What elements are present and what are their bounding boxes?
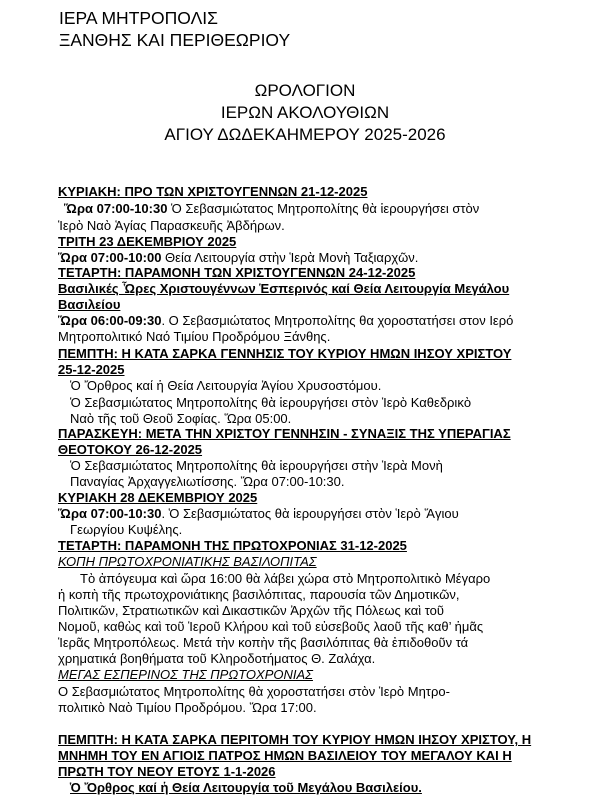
entry-text: Ο Σεβασμιώτατος Μητροπολίτης θὰ χοροστατήσει στὸν Ἱερὸ Μητρο- — [58, 684, 450, 699]
entry-heading: ΠΡΩΤΗ ΤΟΥ ΝΕΟΥ ΕΤΟΥΣ 1-1-2026 — [58, 764, 276, 779]
entry-line — [64, 200, 479, 217]
entry-text: . Ο Σεβασμιώτατος Μητροπολίτης θα χοροστατήσει στον Ιερό — [161, 313, 514, 328]
metropolis-name: ΙΕΡΑ ΜΗΤΡΟΠΟΛΙΣ — [59, 8, 218, 28]
entry-line — [58, 312, 513, 329]
entry-text: Θεία Λειτουργία στὴν Ἱερὰ Μονὴ Ταξιαρχῶν. — [161, 250, 419, 265]
entry-time: Ὥρα 07:00-10:00 — [58, 250, 162, 265]
entry-text: Ὁ Σεβασμιώτατος Μητροπολίτης θὰ ἱερουργήσει στὴν Ἱερὰ Μονὴ — [70, 458, 443, 473]
entry-heading: ΚΥΡΙΑΚΗ: ΠΡΟ ΤΩΝ ΧΡΙΣΤΟΥΓΕΝΝΩΝ 21-12-2025 — [58, 184, 368, 199]
entry-subheading: ΚΟΠΗ ΠΡΩΤΟΧΡΟΝΙΑΤΙΚΗΣ ΒΑΣΙΛΟΠΙΤΑΣ — [58, 554, 317, 569]
entry-line — [58, 505, 459, 522]
entry-time: Ὥρα 07:00-10:30 — [64, 201, 168, 216]
entry-heading: ΚΥΡΙΑΚΗ 28 ΔΕΚΕΜΒΡΙΟΥ 2025 — [58, 490, 258, 505]
entry-heading: 25-12-2025 — [58, 362, 125, 377]
entry-heading: ΠΑΡΑΣΚΕΥΗ: ΜΕΤΑ ΤΗΝ ΧΡΙΣΤΟΥ ΓΕΝΝΗΣΙΝ - ΣΥΝΑΞΙΣ ΤΗΣ ΥΠΕΡΑΓΙΑΣ — [58, 426, 511, 441]
entry-text: Ναὸ τῆς τοῦ Θεοῦ Σοφίας. Ὥρα 05:00. — [70, 411, 292, 426]
entry-heading: ΤΕΤΑΡΤΗ: ΠΑΡΑΜΟΝΗ ΤΩΝ ΧΡΙΣΤΟΥΓΕΝΝΩΝ 24-12-2025 — [58, 265, 416, 280]
doc-title-1: ΩΡΟΛΟΓΙΟΝ — [254, 81, 356, 100]
entry-text: ἡ κοπὴ τῆς πρωτοχρονιάτικης βασιλόπιτας, παρουσία τῶν Δημοτικῶν, — [58, 587, 460, 602]
doc-title-3: ΑΓΙΟΥ ΔΩΔΕΚΑΗΜΕΡΟΥ 2025-2026 — [164, 125, 446, 144]
entry-subheading: ΜΕΓΑΣ ΕΣΠΕΡΙΝΟΣ ΤΗΣ ΠΡΩΤΟΧΡΟΝΙΑΣ — [58, 667, 313, 682]
entry-text: Παναγίας Ἀρχαγγελιωτίσσης. Ὥρα 07:00-10:30. — [70, 474, 345, 489]
entry-time: Ὥρα 07:00-10:30 — [58, 506, 162, 521]
entry-heading: ΠΕΜΠΤΗ: Η ΚΑΤΑ ΣΑΡΚΑ ΓΕΝΝΗΣΙΣ ΤΟΥ ΚΥΡΙΟΥ ΗΜΩΝ ΙΗΣΟΥ ΧΡΙΣΤΟΥ — [58, 346, 512, 361]
entry-heading: ΘΕΟΤΟΚΟΥ 26-12-2025 — [58, 442, 203, 457]
entry-subheading: Βασιλικές Ὧρες Χριστουγέννων Ἑσπερινός καί Θεία Λειτουργία Μεγάλου — [58, 281, 510, 296]
metropolis-region: ΞΑΝΘΗΣ ΚΑΙ ΠΕΡΙΘΕΩΡΙΟΥ — [59, 30, 291, 50]
entry-text: Τὸ ἀπόγευμα καὶ ὥρα 16:00 θὰ λάβει χώρα στὸ Μητροπολιτικὸ Μέγαρο — [80, 571, 491, 586]
entry-text: Ὁ Ὄρθρος καί ἡ Θεία Λειτουργία Ἁγίου Χρυσοστόμου. — [70, 378, 382, 393]
entry-heading: ΤΕΤΑΡΤΗ: ΠΑΡΑΜΟΝΗ ΤΗΣ ΠΡΩΤΟΧΡΟΝΙΑΣ 31-12-2025 — [58, 538, 407, 553]
entry-text: Μητροπολιτικό Ναό Τιμίου Προδρόμου Ξάνθης. — [58, 329, 331, 344]
entry-text: πολιτικὸ Ναὸ Τιμίου Προδρόμου. Ὥρα 17:00. — [58, 700, 317, 715]
doc-title-2: ΙΕΡΩΝ ΑΚΟΛΟΥΘΙΩΝ — [220, 103, 390, 122]
entry-text: χρηματικά βοηθήματα τοῦ Κληροδοτήματος Θ. Ζαλάχα. — [58, 651, 376, 666]
entry-text: Ἱερὸ Ναὸ Ἁγίας Παρασκευῆς Ἀβδήρων. — [58, 218, 285, 233]
entry-text: Γεωργίου Κυψέλης. — [70, 522, 183, 537]
entry-heading: ΜΝΗΜΗ ΤΟΥ ΕΝ ΑΓΙΟΙΣ ΠΑΤΡΟΣ ΗΜΩΝ ΒΑΣΙΛΕΙΟΥ ΤΟΥ ΜΕΓΑΛΟΥ ΚΑΙ Η — [58, 748, 512, 763]
entry-text: . Ὁ Σεβασμιώτατος θὰ ἱερουργήσει στὸν Ἱερὸ Ἅγιου — [161, 506, 459, 521]
entry-text: Ἱερᾶς Μητροπόλεως. Μετά τὴν κοπὴν τῆς βασιλόπιτας θὰ ἐπιδοθοῦν τά — [58, 635, 469, 650]
entry-text: Νομοῦ, καθὼς καὶ τοῦ Ἱεροῦ Κλήρου καὶ τοῦ εὐσεβοῦς λαοῦ τῆς καθ’ ἡμᾶς — [58, 619, 484, 634]
entry-heading: ΠΕΜΠΤΗ: Η ΚΑΤΑ ΣΑΡΚΑ ΠΕΡΙΤΟΜΗ ΤΟΥ ΚΥΡΙΟΥ ΗΜΩΝ ΙΗΣΟΥ ΧΡΙΣΤΟΥ, Η — [58, 732, 532, 747]
entry-heading: ΤΡΙΤΗ 23 ΔΕΚΕΜΒΡΙΟΥ 2025 — [58, 234, 237, 249]
entry-text: Ὁ Σεβασμιώτατος Μητροπολίτης θὰ ἱερουργήσει στὸν — [167, 201, 480, 216]
entry-text: Ὁ Ὄρθρος καί ἡ Θεία Λειτουργία τοῦ Μεγάλου Βασιλείου. — [70, 780, 422, 795]
entry-text: Ὁ Σεβασμιώτατος Μητροπολίτης θὰ ἱερουργήσει στὸν Ἱερὸ Καθεδρικὸ — [70, 395, 472, 410]
entry-text: Πολιτικῶν, Στρατιωτικῶν καὶ Δικαστικῶν Ἀρχῶν τῆς Πόλεως καὶ τοῦ — [58, 603, 445, 618]
entry-time: Ὥρα 06:00-09:30 — [58, 313, 162, 328]
entry-subheading: Βασιλείου — [58, 297, 121, 312]
